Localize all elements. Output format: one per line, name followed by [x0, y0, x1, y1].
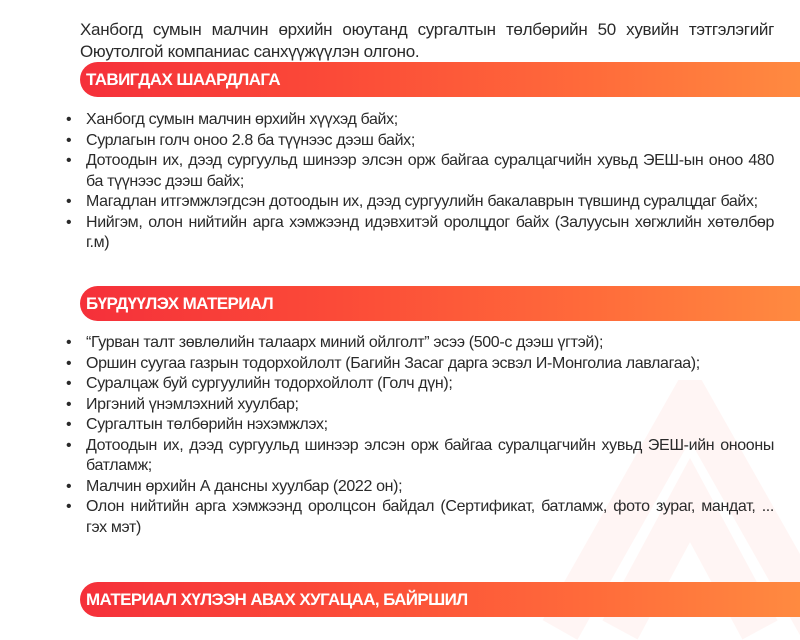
list-item	[66, 497, 774, 538]
requirements-list	[66, 110, 774, 254]
list-item	[66, 477, 774, 498]
list-item-text: Ханбогд сумын малчин өрхийн хүүхэд байх;	[86, 111, 398, 128]
section-title: БҮРДҮҮЛЭХ МАТЕРИАЛ	[86, 294, 274, 313]
section-header-materials	[80, 286, 800, 321]
list-item	[66, 213, 774, 254]
list-item-text: Оршин суугаа газрын тодорхойлолт (Багийн Засаг дарга эсвэл И-Монголиа лавлагаа);	[86, 354, 700, 372]
bullet-icon: •	[66, 416, 72, 433]
bullet-icon: •	[66, 193, 72, 210]
list-item-text: Дотоодын их, дээд сургуульд шинээр элсэн орж байгаа суралцагчийн хувьд ЭЕШ-ийн онооны батламж;	[86, 436, 774, 474]
list-item	[66, 131, 774, 152]
list-item-text: “Гурван талт зөвлөлийн талаарх миний ойлголт” эсээ (500-с дээш үгтэй);	[86, 334, 604, 351]
list-item	[66, 354, 774, 375]
list-item-text: Иргэний үнэмлэхний хуулбар;	[86, 395, 299, 413]
list-item-text: Малчин өрхийн А дансны хуулбар (2022 он);	[86, 477, 403, 495]
intro-paragraph: Ханбогд сумын малчин өрхийн оюутанд сургалтын төлбөрийн 50 хувийн тэтгэлэгийг Оюутолгой компаниас санхүүжүүлэн олгоно.	[80, 20, 774, 61]
bullet-icon: •	[66, 354, 72, 372]
list-item	[66, 395, 774, 416]
list-item-text: Олон нийтийн арга хэмжээнд оролцсон байдал (Сертификат, батламж, фото зураг, мандат, ... гэх мэт)	[86, 498, 774, 536]
bullet-icon: •	[66, 436, 72, 454]
list-item	[66, 110, 774, 131]
section-header-requirements	[80, 62, 800, 97]
section-title: ТАВИГДАХ ШААРДЛАГА	[86, 70, 281, 89]
list-item-text: Сургалтын төлбөрийн нэхэмжлэх;	[86, 416, 328, 433]
list-item-text: Дотоодын их, дээд сургуульд шинээр элсэн орж байгаа суралцагчийн хувьд ЭЕШ-ын оноо 480 ба түүнээс дээш байх;	[86, 152, 774, 190]
materials-list	[66, 333, 774, 538]
bullet-icon: •	[66, 213, 72, 231]
list-item-text: Магадлан итгэмжлэгдсэн дотоодын их, дээд сургуулийн бакалаврын түвшинд суралцдаг байх;	[86, 193, 758, 210]
list-item	[66, 333, 774, 354]
list-item	[66, 436, 774, 477]
bullet-icon: •	[66, 498, 72, 515]
list-item-text: Суралцаж буй сургуулийн тодорхойлолт (Голч дүн);	[86, 375, 453, 392]
bullet-icon: •	[66, 477, 72, 495]
list-item	[66, 374, 774, 395]
section-title: МАТЕРИАЛ ХҮЛЭЭН АВАХ ХУГАЦАА, БАЙРШИЛ	[86, 590, 468, 609]
bullet-icon: •	[66, 375, 72, 392]
list-item	[66, 192, 774, 213]
bullet-icon: •	[66, 111, 72, 128]
bullet-icon: •	[66, 334, 72, 351]
list-item	[66, 415, 774, 436]
bullet-icon: •	[66, 395, 72, 413]
list-item-text: Нийгэм, олон нийтийн арга хэмжээнд идэвхитэй оролцдог байх (Залуусын хөгжлийн хөтөлбөр г.м)	[86, 213, 774, 251]
bullet-icon: •	[66, 152, 72, 169]
list-item-text: Сурлагын голч оноо 2.8 ба түүнээс дээш байх;	[86, 131, 415, 149]
bullet-icon: •	[66, 131, 72, 149]
list-item	[66, 151, 774, 192]
